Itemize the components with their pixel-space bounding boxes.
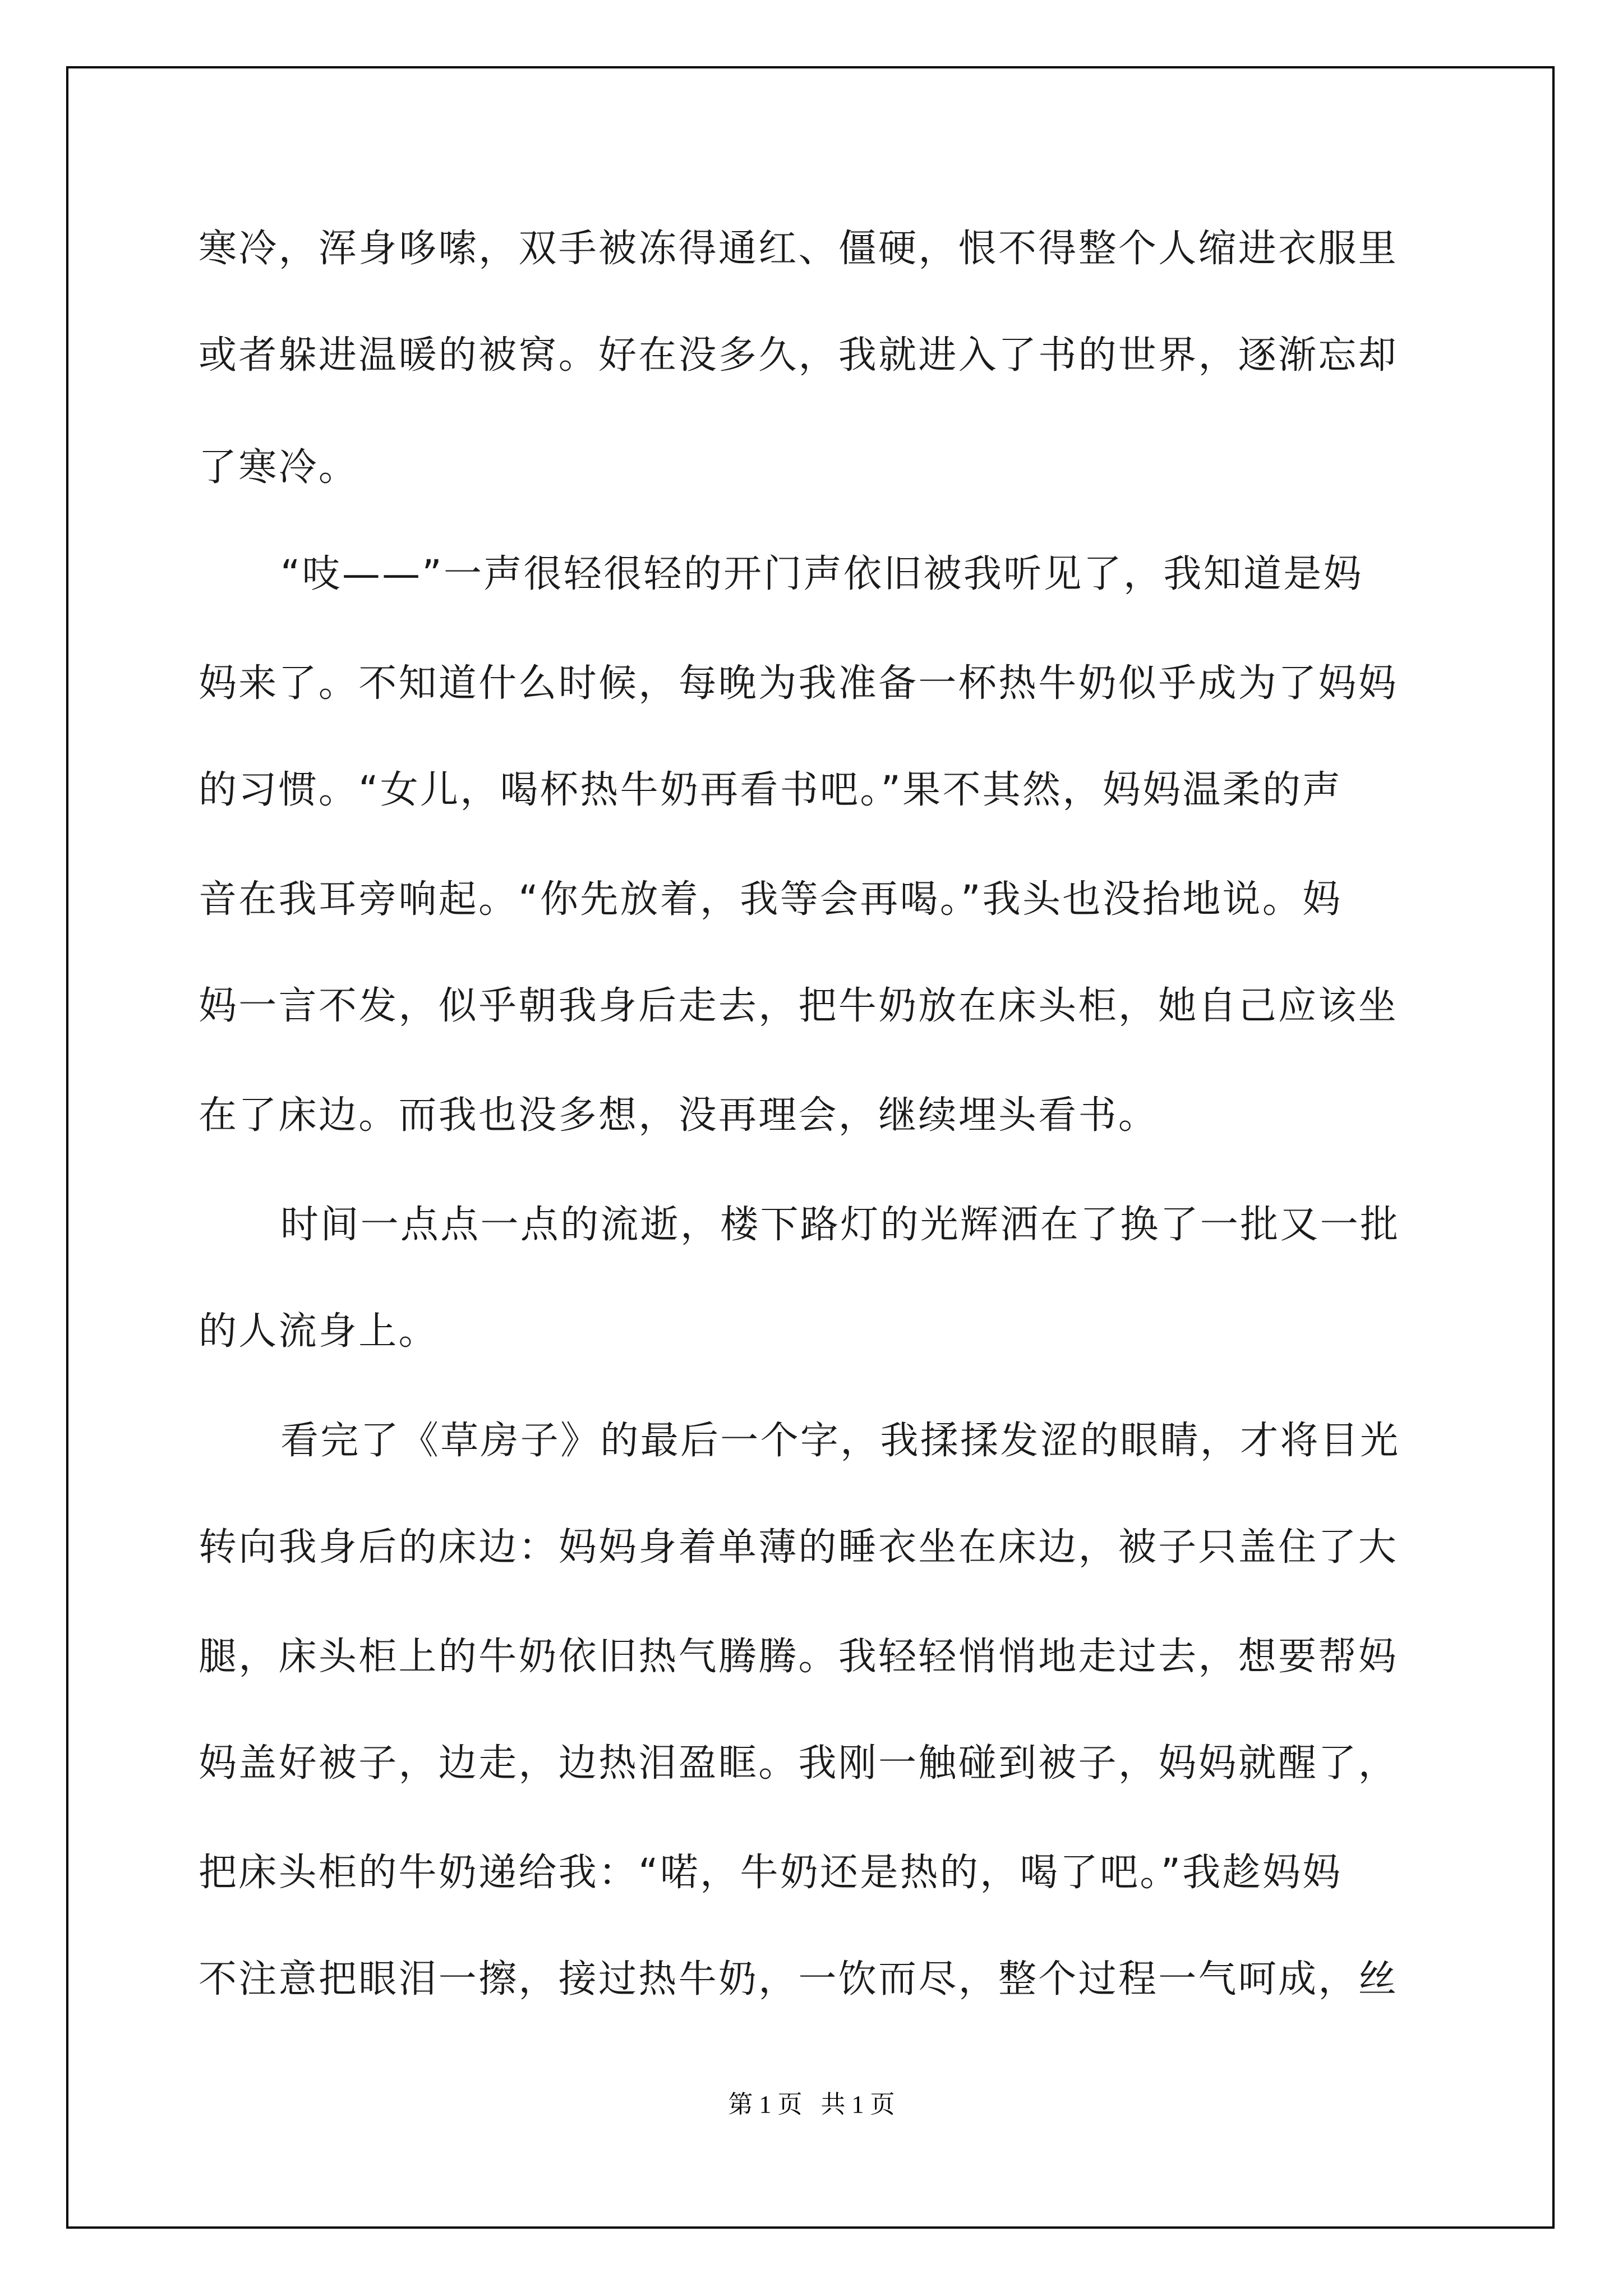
text-line: 音在我耳旁响起。“你先放着，我等会再喝。”我头也没抬地说。妈 xyxy=(199,877,1343,922)
text-line: 妈一言不发，似乎朝我身后走去，把牛奶放在床头柜，她自己应该坐 xyxy=(199,984,1399,1028)
text-line: 不注意把眼泪一擦，接过热牛奶，一饮而尽，整个过程一气呵成，丝 xyxy=(199,1957,1399,2001)
text-line: 妈来了。不知道什么时候，每晚为我准备一杯热牛奶似乎成为了妈妈 xyxy=(199,661,1399,706)
text-line: 或者躲进温暖的被窝。好在没多久，我就进入了书的世界，逐渐忘却 xyxy=(199,333,1399,378)
text-line: 了寒冷。 xyxy=(199,445,359,490)
paragraph-first-line: 看完了《草房子》的最后一个字，我揉揉发涩的眼睛，才将目光 xyxy=(280,1419,1400,1463)
text-line: 的习惯。“女儿，喝杯热牛奶再看书吧。”果不其然，妈妈温柔的声 xyxy=(199,768,1343,812)
text-line: 的人流身上。 xyxy=(199,1309,439,1354)
text-line: 把床头柜的牛奶递给我：“喏，牛奶还是热的，喝了吧。”我趁妈妈 xyxy=(199,1851,1343,1895)
text-line: 妈盖好被子，边走，边热泪盈眶。我刚一触碰到被子，妈妈就醒了， xyxy=(199,1741,1399,1786)
text-line: 转向我身后的床边：妈妈身着单薄的睡衣坐在床边，被子只盖住了大 xyxy=(199,1525,1399,1570)
paragraph-first-line: 时间一点点一点的流逝，楼下路灯的光辉洒在了换了一批又一批 xyxy=(280,1203,1400,1247)
paragraph-first-line: “吱——”一声很轻很轻的开门声依旧被我听见了，我知道是妈 xyxy=(280,552,1363,596)
page-border xyxy=(66,66,1555,2229)
text-line: 在了床边。而我也没多想，没再理会，继续埋头看书。 xyxy=(199,1093,1159,1138)
text-line: 寒冷，浑身哆嗦，双手被冻得通红、僵硬，恨不得整个人缩进衣服里 xyxy=(199,227,1399,271)
text-line: 腿，床头柜上的牛奶依旧热气腾腾。我轻轻悄悄地走过去，想要帮妈 xyxy=(199,1635,1399,1679)
page-number-footer: 第 1 页 共 1 页 xyxy=(728,2091,895,2118)
